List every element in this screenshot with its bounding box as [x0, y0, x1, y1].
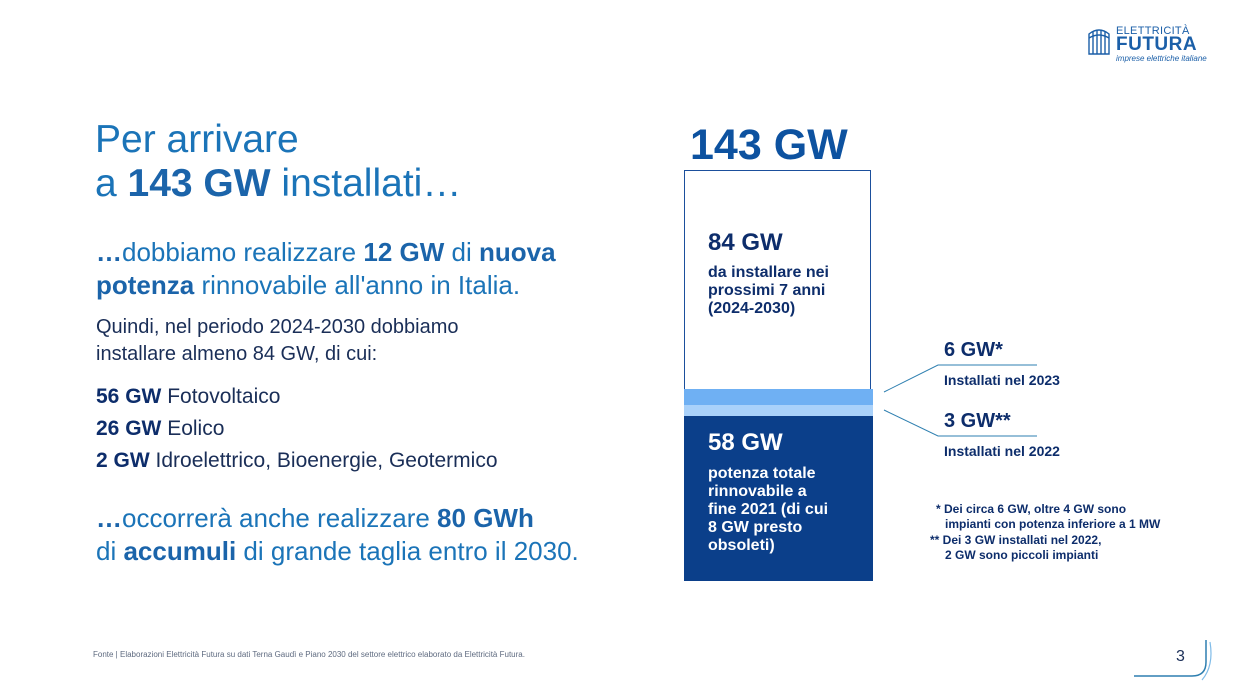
- para2-line-1: Quindi, nel periodo 2024-2030 dobbiamo: [96, 316, 459, 338]
- para1-bold-12gw: 12 GW: [363, 237, 445, 267]
- title-line-2-bold: 143 GW: [127, 162, 271, 205]
- para1-ellipsis: …: [96, 237, 122, 267]
- segment-to-install-value: 84 GW: [708, 229, 783, 256]
- list-item: [96, 381, 498, 413]
- capacity-list: [96, 381, 498, 477]
- company-logo: [1086, 24, 1206, 64]
- para3-bold-80gwh: 80 GWh: [437, 503, 534, 533]
- para1-text-b: di: [444, 237, 479, 267]
- desc-line: rinnovabile a: [708, 483, 807, 500]
- segment-to-install-description: [708, 264, 829, 318]
- callout-2022-label: Installati nel 2022: [944, 443, 1060, 459]
- para1-line-1: [96, 236, 556, 269]
- footnote-2-line-1: ** Dei 3 GW installati nel 2022,: [930, 533, 1102, 547]
- title-line-1: Per arrivare: [95, 118, 299, 161]
- logo-line-1: ELETTRICITÀ: [1116, 25, 1190, 37]
- desc-line: obsoleti): [708, 537, 775, 554]
- page-title: [95, 118, 461, 206]
- list-item-value: 2 GW: [96, 449, 150, 472]
- para3-line-1: [96, 502, 579, 535]
- desc-line: prossimi 7 anni: [708, 282, 826, 299]
- chart-total-value: 143 GW: [690, 121, 848, 169]
- bar-segment-2022: [684, 405, 873, 416]
- list-item-label: Fotovoltaico: [161, 385, 281, 408]
- list-item-label: Idroelettrico, Bioenergie, Geotermico: [149, 449, 498, 472]
- footnote-2-line-2: 2 GW sono piccoli impianti: [945, 548, 1099, 562]
- paragraph-new-capacity: [96, 236, 556, 302]
- footnote-1-line-2: impianti con potenza inferiore a 1 MW: [945, 517, 1161, 531]
- logo-line-2: FUTURA: [1116, 34, 1198, 55]
- desc-line: potenza totale: [708, 465, 816, 482]
- para1-text-c: rinnovabile all'anno in Italia.: [194, 270, 521, 300]
- title-line-2-prefix: a: [95, 162, 128, 205]
- para3-text-a: occorrerà anche realizzare: [122, 503, 438, 533]
- paragraph-storage: [96, 502, 579, 568]
- page-number: 3: [1176, 648, 1185, 665]
- segment-installed-description: [708, 465, 828, 555]
- para1-line-2: [96, 269, 556, 302]
- list-item: [96, 445, 498, 477]
- list-item-value: 26 GW: [96, 417, 162, 440]
- logo-tagline: imprese elettriche italiane: [1116, 54, 1207, 63]
- list-item-value: 56 GW: [96, 385, 162, 408]
- segment-installed-value: 58 GW: [708, 429, 783, 456]
- para3-ellipsis: …: [96, 503, 122, 533]
- desc-line: (2024-2030): [708, 300, 796, 317]
- desc-line: da installare nei: [708, 264, 829, 281]
- callout-2022-value: 3 GW**: [944, 410, 1011, 432]
- paragraph-period: [96, 314, 459, 368]
- desc-line: 8 GW presto: [708, 519, 803, 536]
- callout-2023-label: Installati nel 2023: [944, 372, 1060, 388]
- corner-swoosh-icon: [1130, 636, 1215, 682]
- para3-line-2: [96, 535, 579, 568]
- source-note: Fonte | Elaborazioni Elettricità Futura su dati Terna Gaudì e Piano 2030 del settore elettrico elaborato da Elettricità Futura.: [93, 650, 525, 659]
- para3-text-c: di grande taglia entro il 2030.: [236, 536, 579, 566]
- callout-2023-value: 6 GW*: [944, 339, 1003, 361]
- title-line-2-suffix: installati…: [270, 162, 462, 205]
- para3-bold-accumuli: accumuli: [123, 536, 237, 566]
- footnote-1-line-1: * Dei circa 6 GW, oltre 4 GW sono: [936, 502, 1127, 516]
- desc-line: fine 2021 (di cui: [708, 501, 829, 518]
- bar-segment-2023: [684, 389, 873, 405]
- shell-emblem-icon: [1086, 26, 1112, 56]
- title-line-2: [95, 162, 461, 206]
- list-item-label: Eolico: [161, 417, 225, 440]
- list-item: [96, 413, 498, 445]
- para3-text-b: di: [96, 536, 124, 566]
- para1-bold-potenza: potenza: [96, 270, 195, 300]
- para2-line-2: installare almeno 84 GW, di cui:: [96, 343, 378, 365]
- para1-text-a: dobbiamo realizzare: [122, 237, 364, 267]
- para1-bold-nuova: nuova: [478, 237, 556, 267]
